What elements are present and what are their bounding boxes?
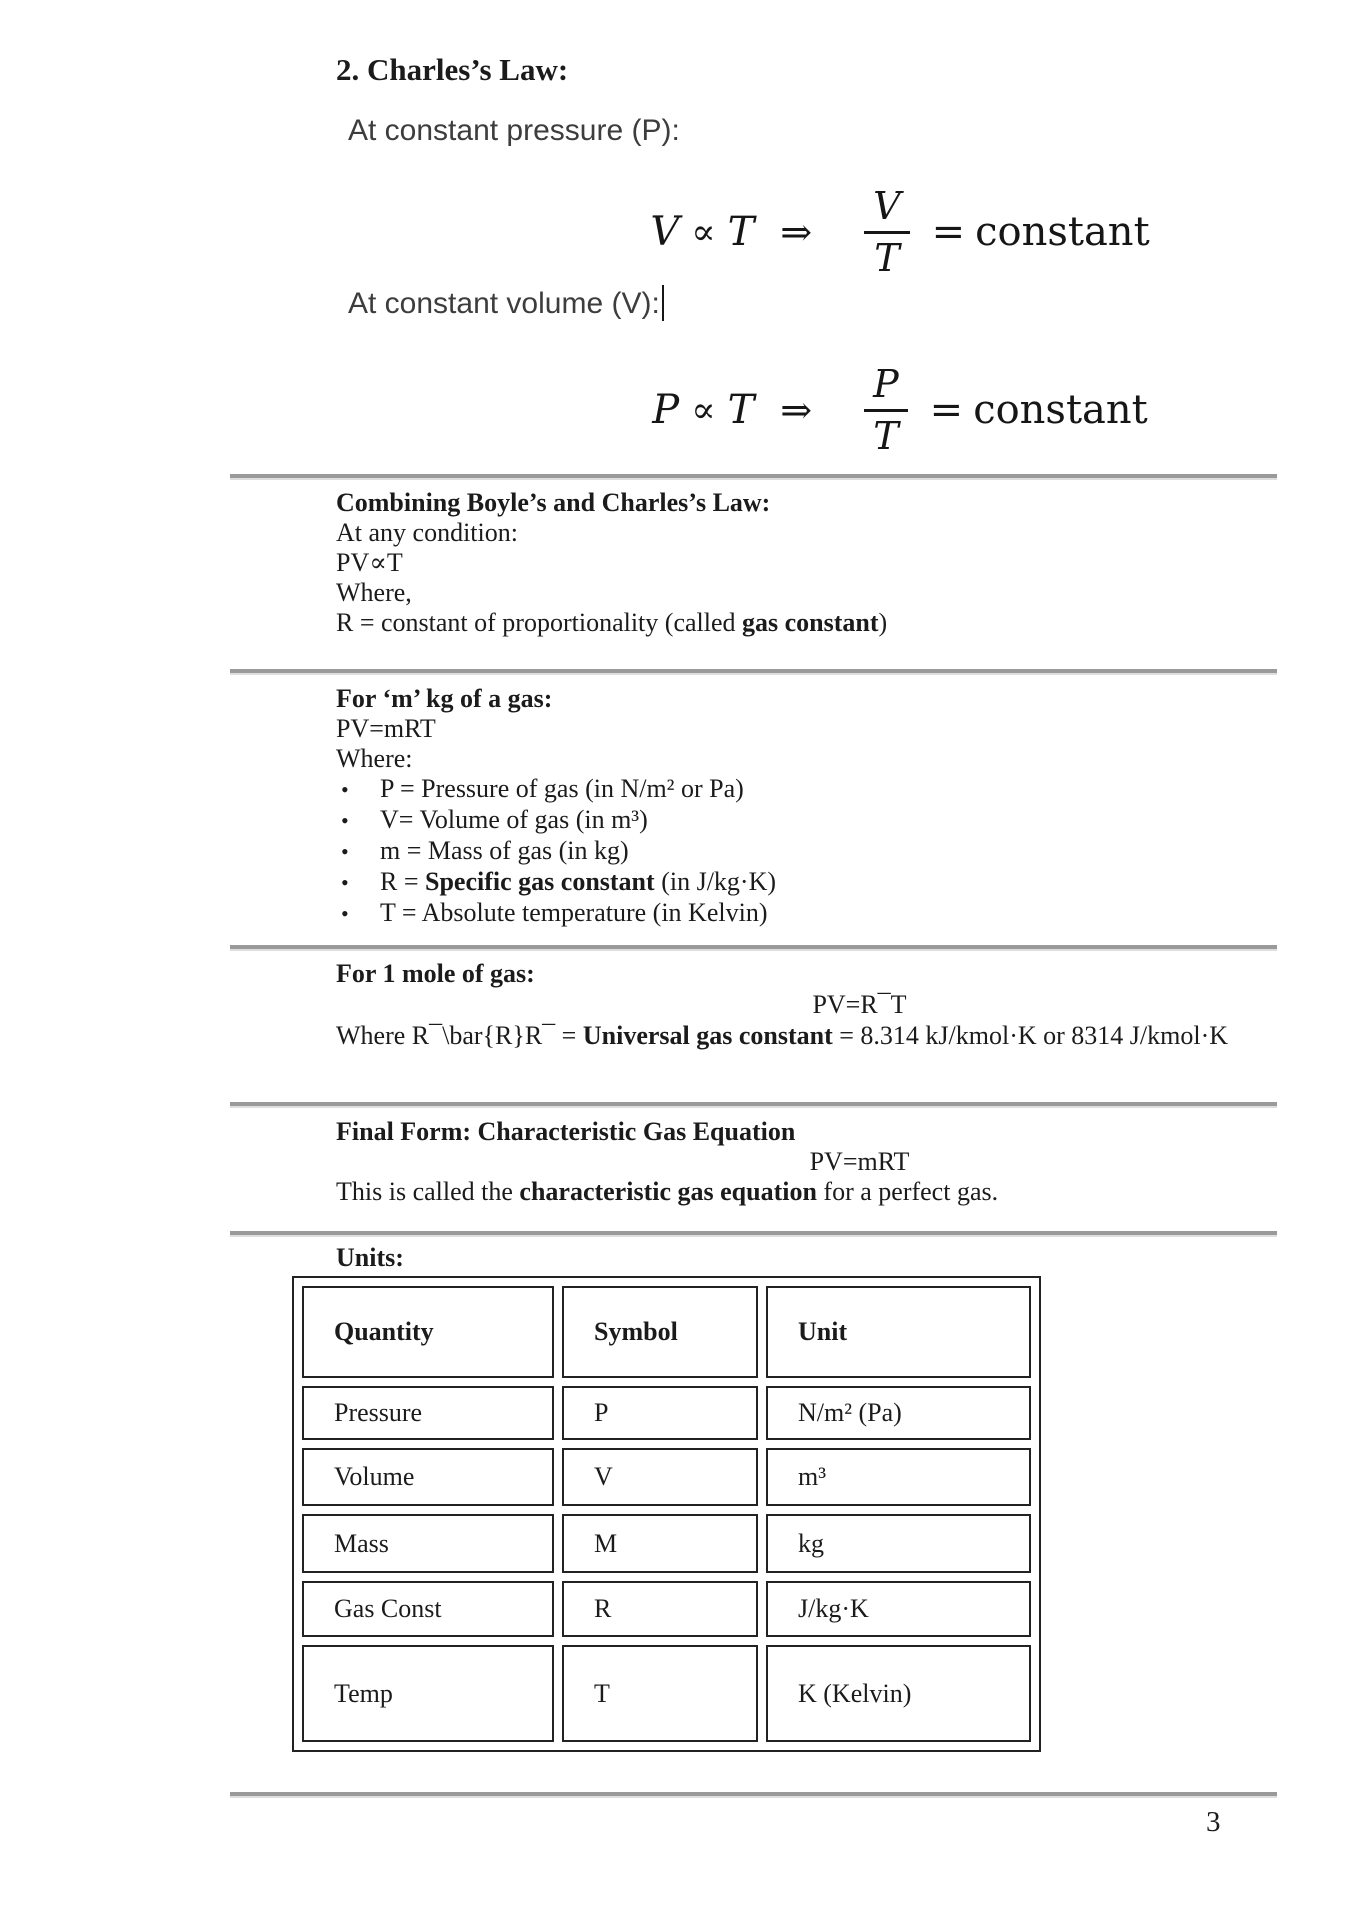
math-var-p: P — [652, 387, 680, 433]
table-cell[interactable]: R — [562, 1581, 758, 1637]
bullet-icon: • — [341, 901, 349, 926]
section-heading[interactable]: For 1 mole of gas: — [336, 959, 535, 988]
text-run-bold: gas constant — [742, 608, 879, 637]
text-line[interactable]: PV∝T — [336, 548, 403, 577]
equals-sign: = — [929, 387, 964, 433]
section-one-mole-gas — [336, 959, 1241, 1051]
fraction-v-over-t — [864, 185, 909, 279]
text-run: (in J/kg·K) — [654, 867, 777, 896]
text-run: This is called the — [336, 1177, 520, 1206]
math-var-v: V — [650, 209, 680, 255]
heading-charles-law[interactable]: 2. Charles’s Law: — [336, 52, 569, 87]
table-cell[interactable]: Mass — [302, 1514, 554, 1573]
equation-charles-volume[interactable] — [525, 358, 1275, 462]
table-cell[interactable]: J/kg·K — [766, 1581, 1031, 1637]
label-constant-volume[interactable] — [348, 285, 664, 323]
implies-arrow-icon: ⇒ — [780, 210, 813, 254]
table-cell[interactable]: P — [562, 1386, 758, 1440]
math-text-constant: constant — [973, 387, 1148, 433]
section-heading[interactable]: For ‘m’ kg of a gas: — [336, 684, 553, 713]
table-row — [302, 1514, 1031, 1573]
table-header-row — [302, 1286, 1031, 1378]
equals-sign: = — [931, 209, 966, 255]
section-divider — [230, 474, 1277, 480]
text-cursor — [662, 285, 664, 321]
text-run: for a perfect gas. — [816, 1177, 999, 1206]
fraction-numerator: P — [864, 363, 908, 412]
bullet-icon: • — [341, 808, 349, 833]
units-table — [292, 1276, 1041, 1752]
table-cell[interactable]: m³ — [766, 1448, 1031, 1506]
text-run-bold: Specific gas constant — [425, 867, 655, 896]
table-cell[interactable]: T — [562, 1645, 758, 1742]
bullet-icon: • — [341, 870, 349, 895]
proportional-symbol: ∝ — [691, 389, 716, 431]
text-run-bold: characteristic gas equation — [519, 1177, 817, 1206]
table-cell[interactable]: Pressure — [302, 1386, 554, 1440]
section-divider — [230, 669, 1277, 675]
table-cell[interactable]: V — [562, 1448, 758, 1506]
table-row — [302, 1448, 1031, 1506]
section-divider — [230, 945, 1277, 951]
section-combining-laws — [336, 488, 1241, 638]
label-constant-volume-text: At constant volume (V): — [348, 287, 660, 320]
equation-line[interactable]: PV=mRT — [809, 1147, 910, 1176]
fraction-numerator: V — [864, 185, 909, 234]
label-constant-pressure[interactable]: At constant pressure (P): — [348, 114, 680, 147]
math-var-t: T — [727, 387, 755, 433]
table-cell[interactable]: kg — [766, 1514, 1031, 1573]
text-run: = 8.314 kJ/kmol·K or 8314 J/kmol·K — [832, 1021, 1229, 1050]
equation-line[interactable]: PV=R¯T — [812, 990, 907, 1019]
proportional-symbol: ∝ — [691, 211, 716, 253]
text-line[interactable] — [336, 1177, 1241, 1207]
math-var-t: T — [727, 209, 755, 255]
bullet-item[interactable] — [336, 774, 1241, 805]
bullet-item[interactable] — [336, 867, 1241, 898]
table-cell[interactable]: Temp — [302, 1645, 554, 1742]
bullet-item[interactable] — [336, 898, 1241, 929]
fraction-denominator: T — [874, 235, 900, 280]
table-row — [302, 1386, 1031, 1440]
fraction-p-over-t — [864, 363, 908, 457]
table-row — [302, 1645, 1031, 1742]
table-row — [302, 1581, 1031, 1637]
text-run: R = — [380, 867, 426, 896]
section-divider — [230, 1231, 1277, 1237]
text-run: V= Volume of gas (in m³) — [380, 805, 648, 834]
equation-charles-pressure[interactable] — [525, 180, 1275, 284]
bullet-icon: • — [341, 839, 349, 864]
section-heading[interactable]: Final Form: Characteristic Gas Equation — [336, 1117, 796, 1146]
table-header-quantity[interactable]: Quantity — [302, 1286, 554, 1378]
text-line[interactable]: At any condition: — [336, 518, 518, 547]
text-run: m = Mass of gas (in kg) — [380, 836, 629, 865]
units-heading[interactable]: Units: — [336, 1243, 404, 1272]
table-header-symbol[interactable]: Symbol — [562, 1286, 758, 1378]
table-cell[interactable]: Gas Const — [302, 1581, 554, 1637]
text-run-bold: Universal gas constant — [582, 1021, 833, 1050]
table-cell[interactable]: Volume — [302, 1448, 554, 1506]
section-heading[interactable]: Combining Boyle’s and Charles’s Law: — [336, 488, 771, 517]
table-cell[interactable]: N/m² (Pa) — [766, 1386, 1031, 1440]
text-line[interactable]: Where, — [336, 578, 412, 607]
equation-line[interactable]: PV=mRT — [336, 714, 436, 743]
section-m-kg-gas — [336, 684, 1241, 929]
text-line[interactable] — [336, 608, 1241, 638]
text-run: Where R¯\bar{R}R¯ = — [336, 1021, 583, 1050]
implies-arrow-icon: ⇒ — [780, 388, 813, 432]
text-run: P = Pressure of gas (in N/m² or Pa) — [380, 774, 744, 803]
bullet-item[interactable] — [336, 836, 1241, 867]
text-line[interactable] — [336, 1020, 1241, 1051]
footer-divider — [230, 1792, 1277, 1798]
table-cell[interactable]: M — [562, 1514, 758, 1573]
math-text-constant: constant — [975, 209, 1150, 255]
fraction-denominator: T — [873, 413, 899, 458]
text-line[interactable]: Where: — [336, 744, 413, 773]
text-run: T = Absolute temperature (in Kelvin) — [380, 898, 768, 927]
section-divider — [230, 1102, 1277, 1108]
section-final-form — [336, 1117, 1241, 1207]
bullet-item[interactable] — [336, 805, 1241, 836]
page-number: 3 — [1206, 1806, 1221, 1838]
text-run: R = constant of proportionality (called — [336, 608, 743, 637]
table-cell[interactable]: K (Kelvin) — [766, 1645, 1031, 1742]
bullet-icon: • — [341, 777, 349, 802]
text-run: ) — [878, 608, 888, 637]
table-header-unit[interactable]: Unit — [766, 1286, 1031, 1378]
